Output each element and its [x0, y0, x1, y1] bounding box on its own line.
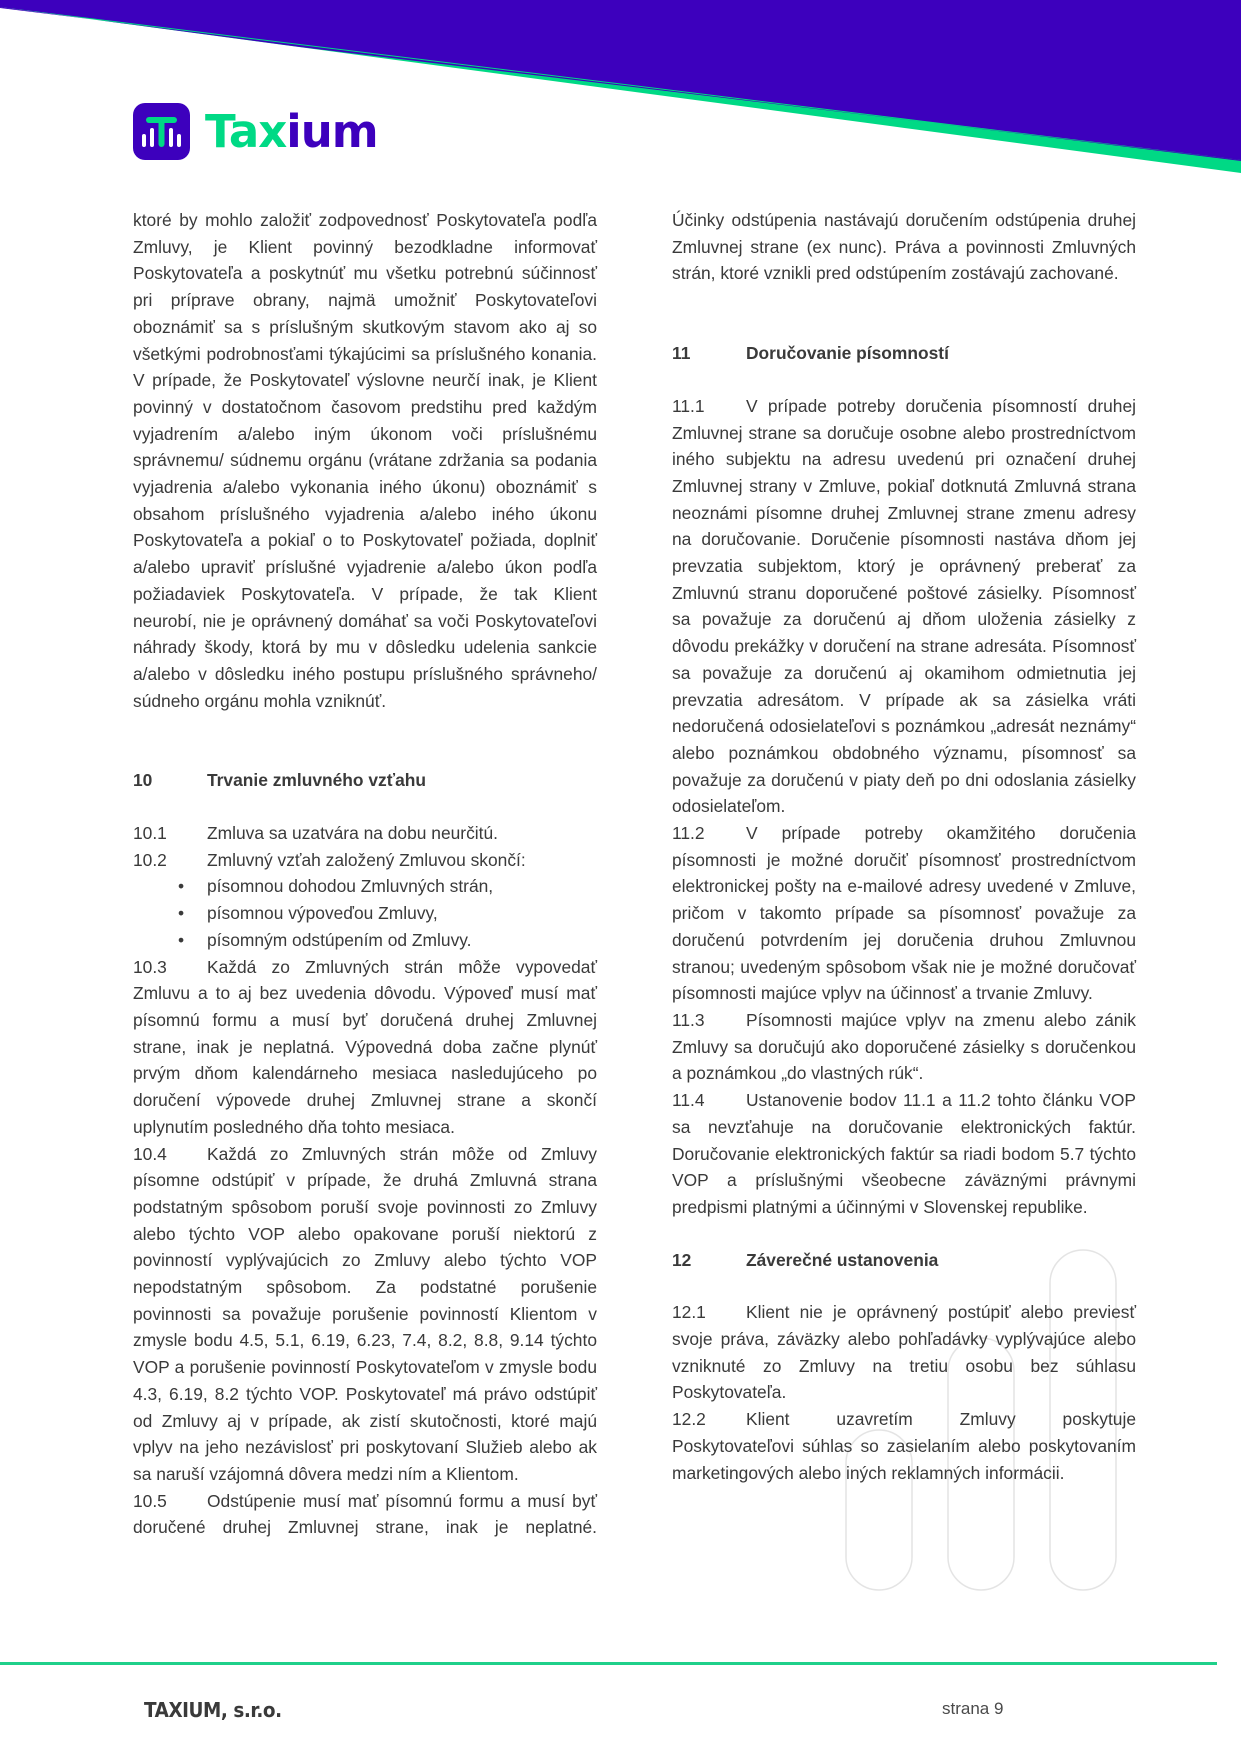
section-number: 11	[672, 343, 691, 364]
bullet-icon: •	[178, 876, 185, 897]
clause-number: 11.4	[672, 1090, 705, 1111]
bullet-item: • písomným odstúpením od Zmluvy.	[133, 927, 597, 954]
clause-text: Zmluvný vzťah založený Zmluvou skončí:	[207, 849, 526, 870]
clause-text: Zmluva sa uzatvára na dobu neurčitú.	[207, 823, 498, 844]
clause-number: 10.1	[133, 823, 167, 844]
clause-10-3	[133, 954, 597, 1141]
brand-name-part2: ium	[286, 105, 378, 158]
clause-text: Ustanovenie bodov 11.1 a 11.2 tohto článku VOP sa nevzťahuje na doručovanie elektronických faktúr. Doručovanie elektronických faktúr sa riadi bodom 5.7 týchto VOP a príslušnými všeobecne záväznými právnymi predpismi platnými a účinnými v Slovenskej republike.	[672, 1090, 1136, 1217]
taxium-logo-icon	[133, 103, 190, 160]
clause-text: Klient nie je oprávnený postúpiť alebo previesť svoje práva, záväzky alebo pohľadávky vyplývajúce alebo vzniknuté zo Zmluvy na tretiu osobu bez súhlasu Poskytovateľa.	[672, 1302, 1136, 1403]
bullet-icon: •	[178, 929, 185, 950]
section-title: Doručovanie písomností	[746, 343, 949, 364]
footer-company-name: TAXIUM, s.r.o.	[144, 1698, 282, 1722]
clause-number: 12.1	[672, 1302, 706, 1323]
paragraph-continuation: Účinky odstúpenia nastávajú doručením odstúpenia druhej Zmluvnej strane (ex nunc). Práva a povinnosti Zmluvných strán, ktoré vznikli pred odstúpením zostávajú zachované.	[672, 210, 1136, 284]
clause-text: Každá zo Zmluvných strán môže od Zmluvy písomne odstúpiť v prípade, že druhá Zmluvná strana podstatným spôsobom poruší svoje povinnosti zo Zmluvy alebo týchto VOP alebo opakovane poruší niektorú z povinností vyplývajúcich zo Zmluvy alebo týchto VOP nepodstatným spôsobom. Za podstatné porušenie povinnosti sa považuje porušenie povinností Klientom v zmysle bodu 4.5, 5.1, 6.19, 6.23, 7.4, 8.2, 8.8, 9.14 týchto VOP a porušenie povinností Poskytovateľom v zmysle bodu 4.3, 6.19, 8.2 týchto VOP. Poskytovateľ má právo odstúpiť od Zmluvy aj v prípade, ak zistí skutočnosti, ktoré majú vplyv na jeho nezávislosť pri poskytovaní Služieb alebo ak sa naruší vzájomná dôvera medzi ním a Klientom.	[133, 1143, 597, 1484]
section-11-heading	[672, 340, 1136, 367]
clause-text: V prípade potreby doručenia písomností druhej Zmluvnej strane sa doručuje osobne alebo prostredníctvom iného subjektu na adresu uvedenú pri označení druhej Zmluvnej strany v Zmluve, pokiaľ dotknutá Zmluvná strana neoznámi písomne druhej Zmluvnej strane zmenu adresy na doručovanie. Doručenie písomnosti nastáva dňom jej prevzatia subjektom, ktorý je oprávnený preberať za Zmluvnú stranu doporučené poštové zásielky. Písomnosť sa považuje za doručenú aj dňom uloženia zásielky z dôvodu prekážky v doručení na strane adresáta. Písomnosť sa považuje za doručenú aj okamihom odmietnutia jej prevzatia adresátom. V prípade ak sa zásielka vráti nedoručená odosielateľovi s poznámkou „adresát neznámy“ alebo poznámkou obdobného významu, písomnosť sa považuje za doručenú v piaty deň po dni odoslania zásielky odosielateľom.	[672, 395, 1136, 817]
clause-number: 10.5	[133, 1490, 167, 1511]
clause-text: Odstúpenie musí mať písomnú formu a musí byť doručené druhej Zmluvnej strane, inak je neplatné.	[133, 1490, 597, 1538]
clause-text: Každá zo Zmluvných strán môže vypovedať Zmluvu a to aj bez uvedenia dôvodu. Výpoveď musí mať písomnú formu a musí byť doručená druhej Zmluvnej strane, inak je neplatná. Výpovedná doba začne plynúť prvým dňom kalendárneho mesiaca nasledujúceho po doručení výpovede druhej Zmluvnej strane a skončí uplynutím posledného dňa tohto mesiaca.	[133, 956, 597, 1137]
section-number: 12	[672, 1249, 692, 1270]
right-column	[672, 207, 1136, 1486]
section-number: 10	[133, 770, 153, 791]
clause-text: Písomnosti majúce vplyv na zmenu alebo zánik Zmluvy sa doručujú ako doporučené zásielky s doručenkou a poznámkou „do vlastných rúk“.	[672, 1009, 1136, 1084]
clause-10-1	[133, 820, 597, 847]
clause-number: 10.4	[133, 1143, 167, 1164]
brand-logo	[133, 103, 378, 160]
bullet-icon: •	[178, 903, 185, 924]
clause-10-4	[133, 1141, 597, 1488]
bullet-item: • písomnou výpoveďou Zmluvy,	[133, 900, 597, 927]
page-number: strana 9	[942, 1699, 1004, 1718]
clause-10-2	[133, 847, 597, 874]
clause-text: Klient uzavretím Zmluvy poskytuje Poskytovateľovi súhlas so zasielaním alebo poskytovaním marketingových alebo iných reklamných informácii.	[672, 1409, 1136, 1483]
section-title: Záverečné ustanovenia	[746, 1249, 939, 1270]
clause-text: V prípade potreby okamžitého doručenia písomnosti je možné doručiť písomnosť prostredníctvom elektronickej pošty na e-mailové adresy uvedené v Zmluve, pričom v takomto prípade sa písomnosť považuje za doručenú potvrdením jej doručenia druhou Zmluvnou stranou; uvedeným spôsobom však nie je možné doručovať písomnosti majúce vplyv na účinnosť a trvanie Zmluvy.	[672, 823, 1136, 1004]
footer-divider	[0, 1662, 1217, 1665]
paragraph-continuation: ktoré by mohlo založiť zodpovednosť Poskytovateľa podľa Zmluvy, je Klient povinný bezodkladne informovať Poskytovateľa a poskytnúť mu všetku potrebnú súčinnosť pri príprave obrany, najmä umožniť Poskytovateľovi oboznámiť sa s príslušným skutkovým stavom ako aj so všetkými podrobnosťami týkajúcimi sa príslušného konania. V prípade, že Poskytovateľ výslovne neurčí inak, je Klient povinný v dostatočnom časovom predstihu pred každým vyjadrením a/alebo iným úkonom voči príslušnému správnemu/ súdnemu orgánu (vrátane zdržania sa podania vyjadrenia a/alebo vykonania iného úkonu) oboznámiť s obsahom príslušného vyjadrenia a/alebo iného úkonu Poskytovateľa a pokiaľ o to Poskytovateľ požiada, doplniť a/alebo upraviť príslušné vyjadrenie a/alebo úkon podľa požiadaviek Poskytovateľa. V prípade, že tak Klient neurobí, nie je oprávnený domáhať sa voči Poskytovateľovi náhrady škody, ktorá by mu v dôsledku udelenia sankcie a/alebo v dôsledku iného postupu príslušného správneho/ súdneho orgánu mohla vzniknúť.	[133, 210, 597, 711]
clause-number: 10.2	[133, 849, 167, 870]
clause-number: 11.2	[672, 823, 705, 844]
clause-11-3	[672, 1007, 1136, 1087]
clause-11-4	[672, 1087, 1136, 1221]
brand-wordmark	[205, 105, 378, 158]
left-column	[133, 207, 597, 1541]
clause-number: 10.3	[133, 956, 167, 977]
clause-11-2	[672, 820, 1136, 1007]
bullet-item: • písomnou dohodou Zmluvných strán,	[133, 873, 597, 900]
section-10-heading	[133, 767, 597, 794]
clause-number: 11.3	[672, 1009, 705, 1030]
section-12-heading	[672, 1247, 1136, 1274]
clause-11-1	[672, 393, 1136, 820]
clause-12-2	[672, 1406, 1136, 1486]
brand-name-part1: Tax	[205, 105, 287, 158]
clause-12-1	[672, 1299, 1136, 1406]
section-title: Trvanie zmluvného vzťahu	[207, 770, 427, 791]
clause-number: 12.2	[672, 1409, 706, 1430]
clause-number: 11.1	[672, 395, 705, 416]
clause-10-5	[133, 1488, 597, 1541]
